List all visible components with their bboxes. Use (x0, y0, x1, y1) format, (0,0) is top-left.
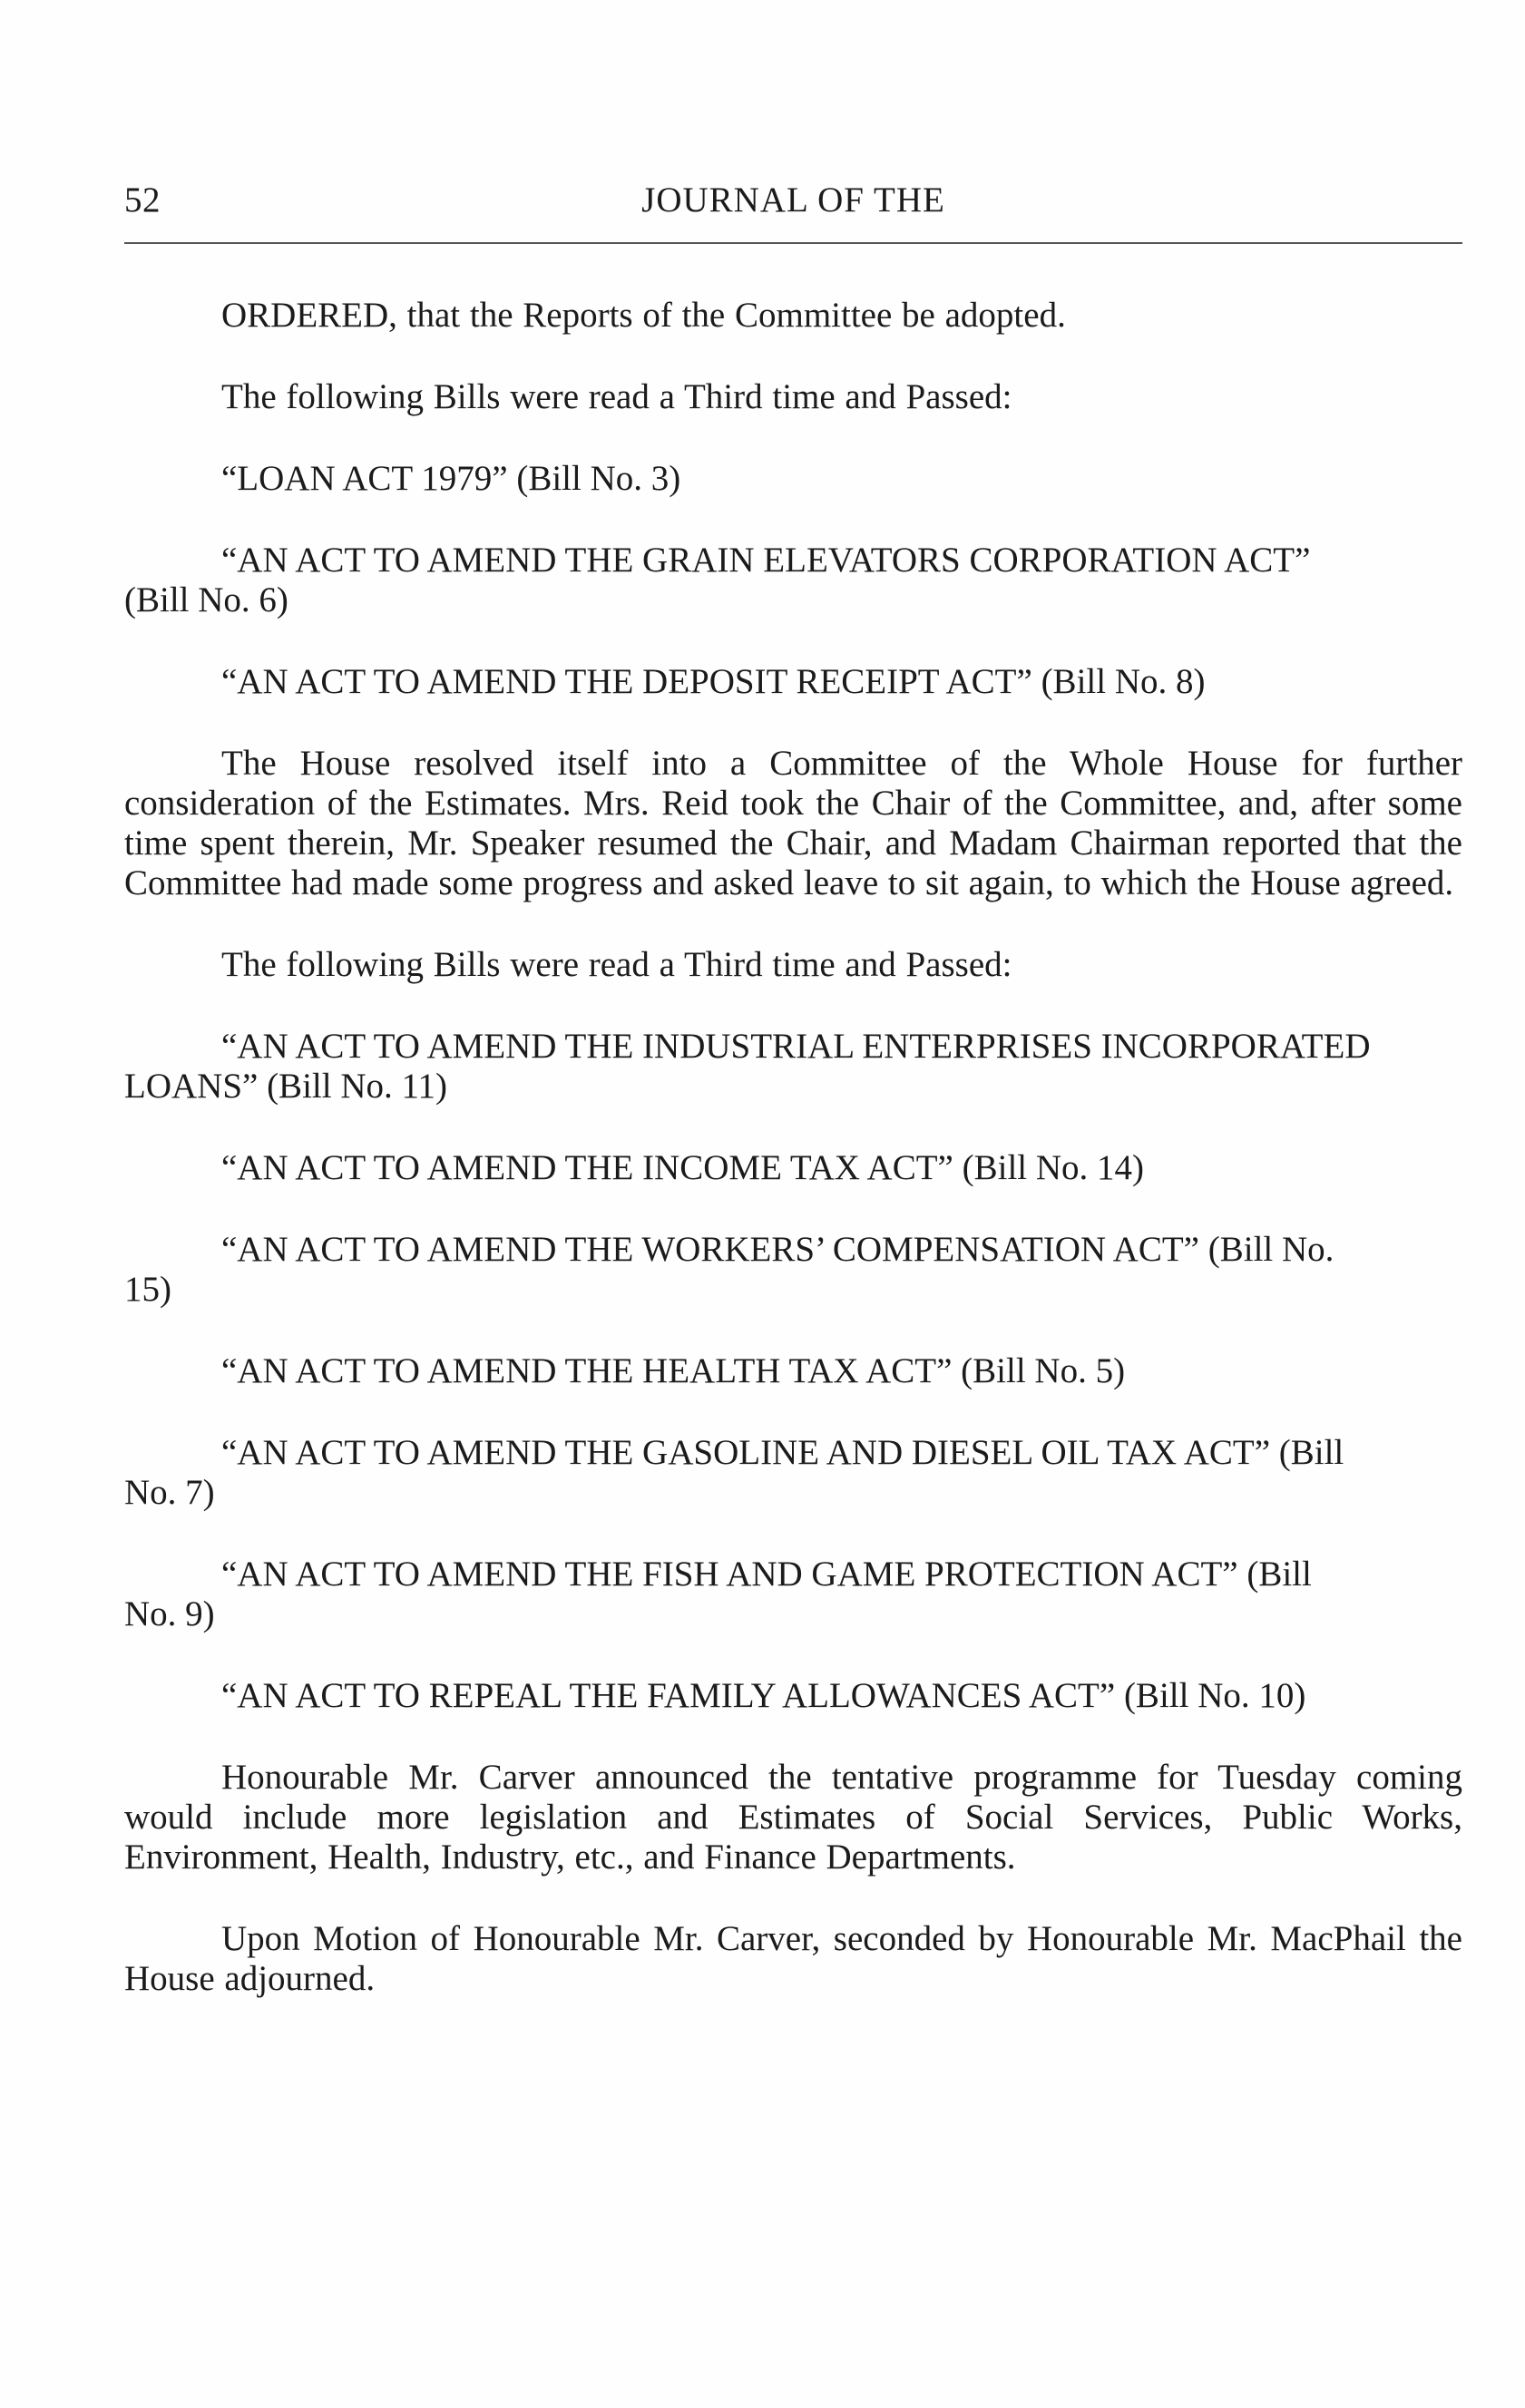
bill-fish-game-line2: No. 9) (124, 1594, 215, 1633)
bill-workers-line1: “AN ACT TO AMEND THE WORKERS’ COMPENSATION ACT” (Bill No. (221, 1230, 1334, 1269)
page-header (124, 180, 1462, 234)
bill-grain-elevators-line2: (Bill No. 6) (124, 580, 288, 619)
bill-industrial-line2: LOANS” (Bill No. 11) (124, 1067, 448, 1106)
bill-health-tax: “AN ACT TO AMEND THE HEALTH TAX ACT” (Bill No. 5) (221, 1351, 1126, 1390)
bill-loan-act: “LOAN ACT 1979” (Bill No. 3) (221, 459, 681, 498)
page-number: 52 (124, 180, 161, 219)
bill-gasoline-line2: No. 7) (124, 1473, 215, 1512)
journal-body (124, 296, 1462, 1999)
bill-industrial-line1: “AN ACT TO AMEND THE INDUSTRIAL ENTERPRISES INCORPORATED (221, 1027, 1371, 1066)
bill-fish-game-line1: “AN ACT TO AMEND THE FISH AND GAME PROTECTION ACT” (Bill (221, 1555, 1312, 1594)
bill-workers-line2: 15) (124, 1270, 171, 1309)
bill-grain-elevators-line1: “AN ACT TO AMEND THE GRAIN ELEVATORS CORPORATION ACT” (221, 541, 1311, 580)
header-rule (124, 242, 1462, 244)
bill-deposit-receipt: “AN ACT TO AMEND THE DEPOSIT RECEIPT ACT” (Bill No. 8) (221, 662, 1206, 701)
carver-programme-paragraph: Honourable Mr. Carver announced the tentative programme for Tuesday coming would include more legislation and Estimates of Social Services, Public Works, Environment, Health, Industry, etc., and Finance Departments. (124, 1758, 1462, 1877)
ordered-paragraph: ORDERED, that the Reports of the Committee be adopted. (221, 296, 1066, 335)
bill-gasoline-line1: “AN ACT TO AMEND THE GASOLINE AND DIESEL OIL TAX ACT” (Bill (221, 1433, 1344, 1472)
bill-income-tax: “AN ACT TO AMEND THE INCOME TAX ACT” (Bill No. 14) (221, 1148, 1145, 1187)
committee-whole-paragraph: The House resolved itself into a Committee of the Whole House for further consideration of the Estimates. Mrs. Reid took the Chair of the Committee, and, after some time spent therein, Mr. Speaker resumed the Chair, and Madam Chairman reported that the Committee had made some progress and asked leave to sit again, to which the House agreed. (124, 744, 1462, 902)
bill-family-allowances: “AN ACT TO REPEAL THE FAMILY ALLOWANCES ACT” (Bill No. 10) (221, 1676, 1306, 1715)
running-head: JOURNAL OF THE (641, 180, 945, 219)
third-reading-intro-1: The following Bills were read a Third time and Passed: (221, 377, 1012, 416)
adjournment-paragraph: Upon Motion of Honourable Mr. Carver, seconded by Honourable Mr. MacPhail the House adjourned. (124, 1919, 1462, 1998)
third-reading-intro-2: The following Bills were read a Third time and Passed: (221, 945, 1012, 984)
